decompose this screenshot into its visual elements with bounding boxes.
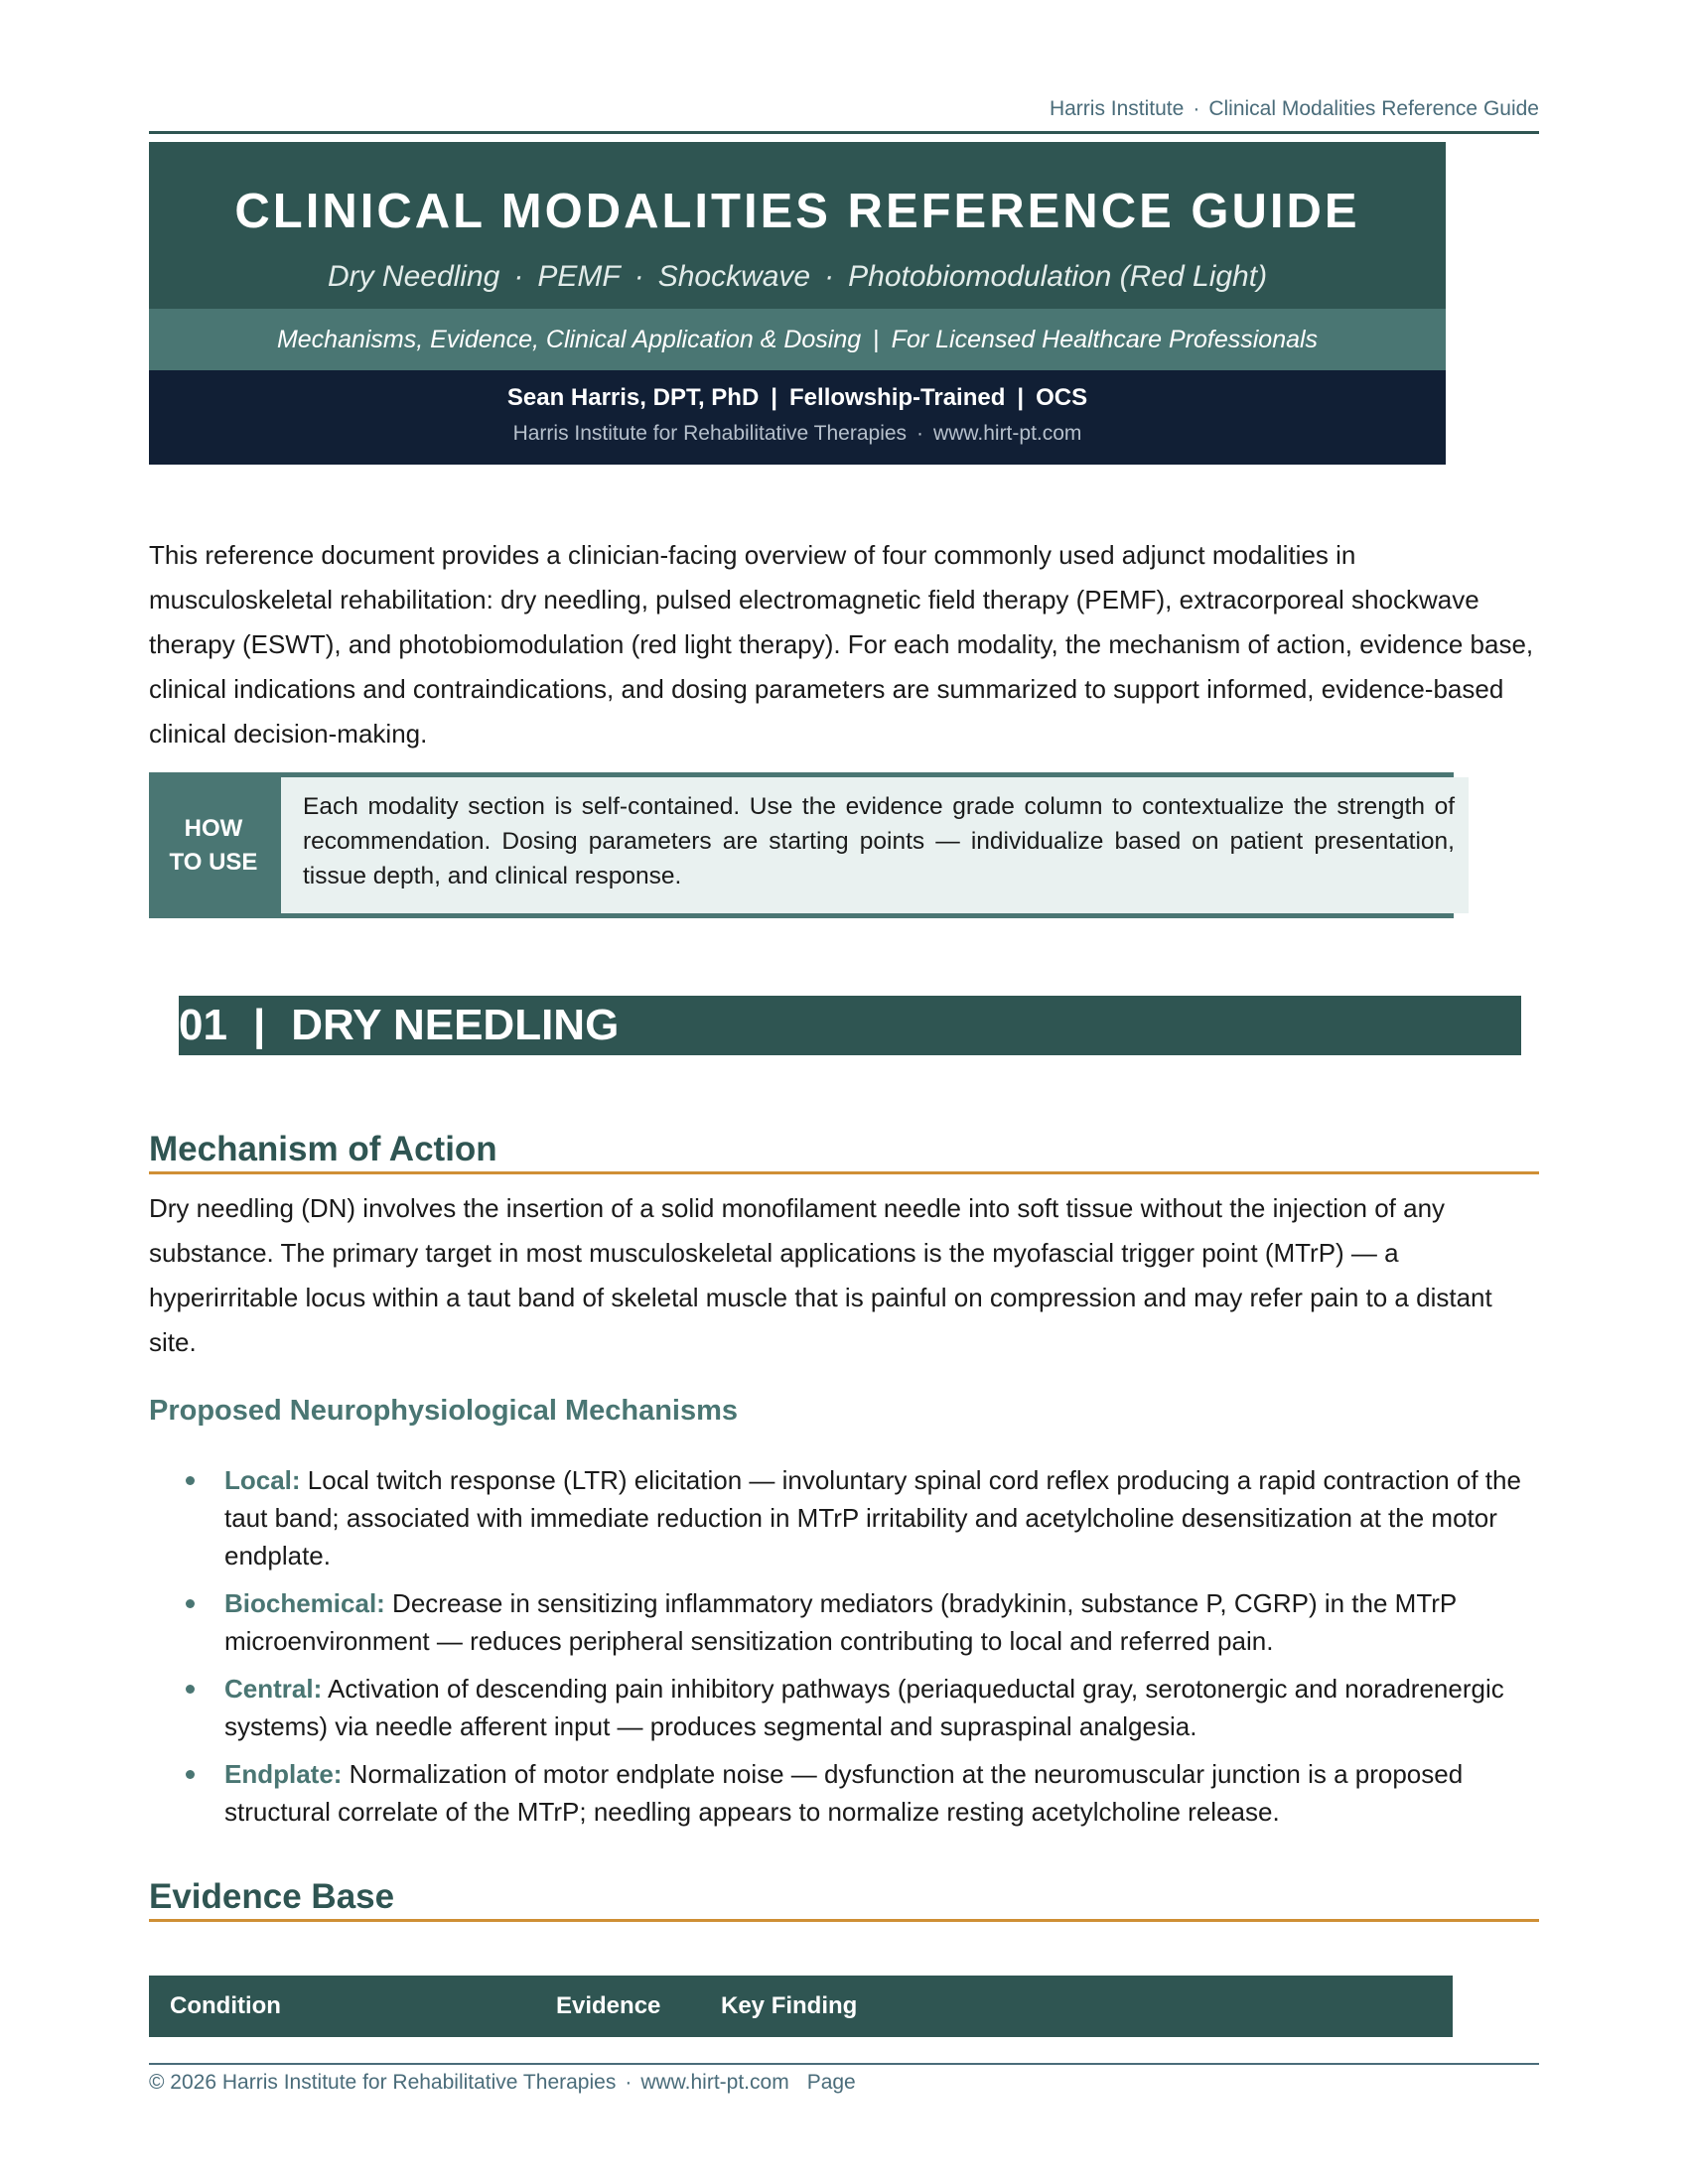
bullet-dot-icon [186, 1770, 195, 1779]
column-condition: Condition [170, 1992, 281, 2019]
banner-author-strip [149, 370, 1446, 465]
bullet-endplate [149, 1755, 1539, 1831]
bullet-term: Biochemical: [224, 1588, 385, 1618]
footer-website: www.hirt-pt.com [640, 2071, 789, 2094]
banner-modalities [149, 260, 1446, 294]
footer-page-label: Page [806, 2071, 856, 2094]
running-header-org: Harris Institute [1049, 97, 1185, 120]
bullet-text: Activation of descending pain inhibitory pathways (periaqueductal gray, serotonergic and noradrenergic systems) via needle afferent input — produces segmental and supraspinal analgesia. [224, 1674, 1504, 1741]
banner-audience: For Licensed Healthcare Professionals [891, 326, 1319, 353]
modality-separator: · [824, 260, 835, 293]
how-to-use-label-line1: HOW [184, 814, 243, 842]
bullet-dot-icon [186, 1599, 195, 1608]
mechanism-bullet-list [149, 1461, 1539, 1841]
mechanisms-subheading: Proposed Neurophysiological Mechanisms [149, 1395, 739, 1427]
bullet-biochemical [149, 1584, 1539, 1660]
section-divider: | [252, 1001, 266, 1049]
section-number: 01 [179, 1001, 227, 1049]
bullet-term: Endplate: [224, 1759, 343, 1789]
running-header [149, 97, 1539, 134]
author-credential-fellowship: Fellowship-Trained [789, 384, 1006, 411]
institute-website: www.hirt-pt.com [933, 422, 1082, 445]
author-name: Sean Harris, DPT, PhD [506, 384, 760, 411]
how-to-use-text: Each modality section is self-contained. Use the evidence grade column to contextualize the strength of recommendation. Dosing parameters are starting points — individualize based on patient presentation, tissue depth, and clinical response. [281, 777, 1469, 913]
modality-pemf: PEMF [537, 260, 621, 293]
document-title: CLINICAL MODALITIES REFERENCE GUIDE [234, 185, 1360, 238]
modality-photobiomodulation: Photobiomodulation (Red Light) [848, 260, 1268, 293]
running-header-doc-title: Clinical Modalities Reference Guide [1208, 97, 1539, 120]
mechanism-heading: Mechanism of Action [149, 1130, 1539, 1174]
author-divider: | [1017, 384, 1025, 411]
modality-dry-needling: Dry Needling [327, 260, 500, 293]
institute-line [149, 422, 1446, 446]
banner-scope-strip [149, 309, 1446, 370]
column-key-finding: Key Finding [721, 1992, 858, 2019]
institute-name: Harris Institute for Rehabilitative Therapies [512, 422, 908, 445]
author-divider: | [771, 384, 778, 411]
title-banner [149, 142, 1446, 465]
author-line [149, 370, 1446, 412]
how-to-use-label [149, 772, 278, 918]
bullet-central [149, 1670, 1539, 1745]
section-heading-dry-needling [179, 996, 1521, 1055]
bullet-term: Central: [224, 1674, 323, 1704]
footer-separator: · [625, 2071, 633, 2094]
bullet-text: Decrease in sensitizing inflammatory mediators (bradykinin, substance P, CGRP) in the MTrP microenvironment — reduces peripheral sensitization contributing to local and referred pain. [224, 1588, 1457, 1656]
bullet-dot-icon [186, 1476, 195, 1485]
modality-separator: · [513, 260, 524, 293]
bullet-text: Local twitch response (LTR) elicitation — involuntary spinal cord reflex producing a rapid contraction of the taut band; associated with immediate reduction in MTrP irritability and acetylcholine desensitization at the motor endplate. [224, 1465, 1521, 1570]
evidence-table-header [149, 1976, 1453, 2037]
how-to-use-label-line2: TO USE [169, 848, 258, 876]
bullet-text: Normalization of motor endplate noise — dysfunction at the neuromuscular junction is a proposed structural correlate of the MTrP; needling appears to normalize resting acetylcholine release. [224, 1759, 1464, 1827]
intro-paragraph: This reference document provides a clinician-facing overview of four commonly used adjunct modalities in musculoskeletal rehabilitation: dry needling, pulsed electromagnetic field therapy (PEMF), extracorporeal shockwave therapy (ESWT), and photobiomodulation (red light therapy). For each modality, the mechanism of action, evidence base, clinical indications and contraindications, and dosing parameters are summarized to support informed, evidence-based clinical decision-making. [149, 540, 1534, 749]
evidence-heading: Evidence Base [149, 1877, 1539, 1922]
banner-divider: | [873, 326, 880, 353]
banner-title-block [149, 142, 1446, 309]
modality-separator: · [633, 260, 644, 293]
section-title: DRY NEEDLING [291, 1001, 620, 1049]
column-evidence: Evidence [556, 1992, 661, 2019]
page-footer [149, 2063, 1539, 2095]
running-header-separator: · [1193, 97, 1200, 120]
footer-copyright: © 2026 Harris Institute for Rehabilitative Therapies [149, 2071, 617, 2094]
banner-scope: Mechanisms, Evidence, Clinical Application & Dosing [276, 326, 862, 353]
modality-shockwave: Shockwave [657, 260, 811, 293]
how-to-use-callout [149, 772, 1454, 918]
bullet-local [149, 1461, 1539, 1574]
bullet-dot-icon [186, 1685, 195, 1694]
institute-separator: · [916, 422, 924, 445]
bullet-term: Local: [224, 1465, 301, 1495]
author-credential-ocs: OCS [1036, 384, 1088, 411]
mechanism-paragraph: Dry needling (DN) involves the insertion of a solid monofilament needle into soft tissue without the injection of any substance. The primary target in most musculoskeletal applications is the myofascial trigger point (MTrP) — a hyperirritable locus within a taut band of skeletal muscle that is painful on compression and may refer pain to a distant site. [149, 1193, 1492, 1357]
